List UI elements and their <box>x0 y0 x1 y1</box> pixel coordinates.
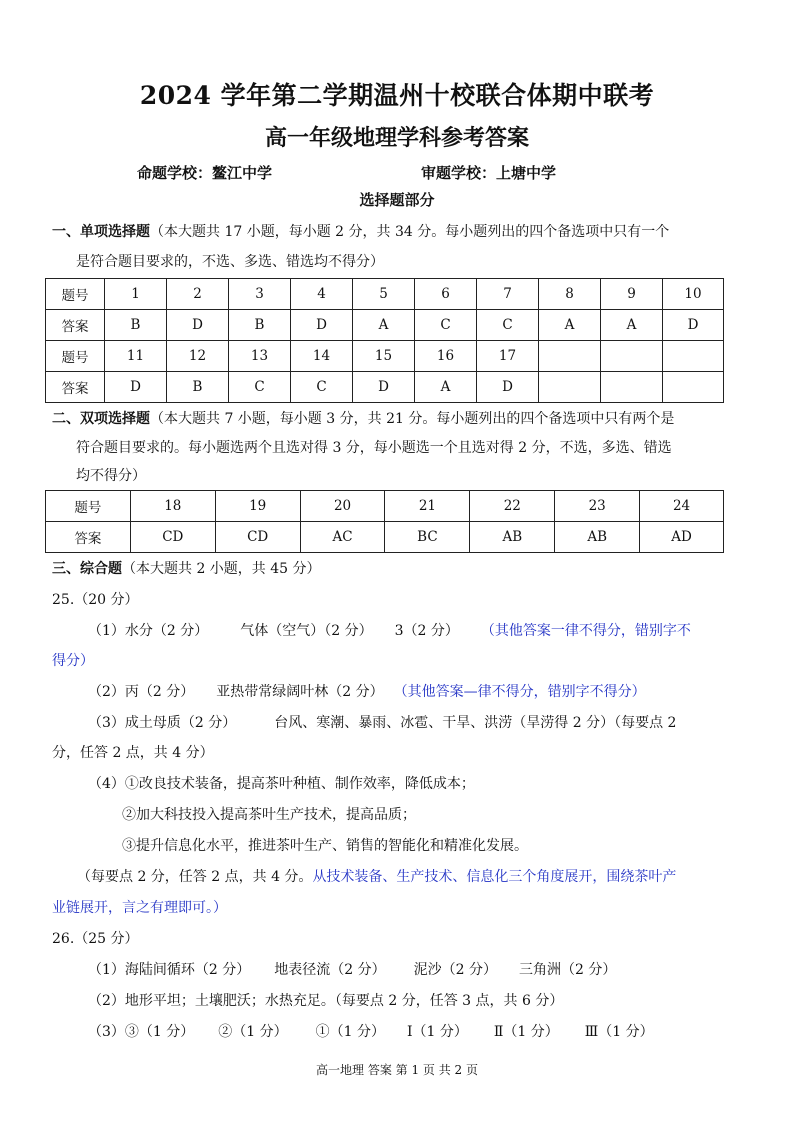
table-cell: 3 <box>229 279 291 310</box>
section1-desc-line1: （本大题共 17 小题，每小题 2 分，共 34 分。每小题列出的四个备选项中只有一个 <box>150 224 670 240</box>
table-cell: D <box>477 372 539 403</box>
q26-p1-d: 三角洲（2 分） <box>518 962 617 978</box>
table-cell: A <box>353 310 415 341</box>
table-cell <box>539 341 601 372</box>
row-header-cell: 题号 <box>46 491 131 522</box>
table-cell: B <box>229 310 291 341</box>
q25-heading: 25.（20 分） <box>52 592 139 608</box>
q26-part3 <box>88 1022 788 1042</box>
q25-p2-note: （其他答案—律不得分，错别字不得分） <box>393 684 646 700</box>
table-cell: 24 <box>640 491 724 522</box>
section1-desc-line2: 是符合题目要求的，不选、多选、错选均不得分） <box>76 254 384 270</box>
q25-part3 <box>88 713 788 733</box>
section2-intro <box>52 409 752 429</box>
table-cell: C <box>477 310 539 341</box>
table-cell: CD <box>215 522 300 553</box>
table-cell: AD <box>640 522 724 553</box>
q25-p4-c: ③提升信息化水平，推进茶叶生产、销售的智能化和精准化发展。 <box>122 838 528 854</box>
table-cell: C <box>415 310 477 341</box>
section2-desc-line3: 均不得分） <box>76 468 146 484</box>
q25-p1-a: （1）水分（2 分） <box>88 623 209 639</box>
table-cell: 4 <box>291 279 353 310</box>
table-cell: 7 <box>477 279 539 310</box>
table-cell <box>601 341 663 372</box>
table-cell: AB <box>555 522 640 553</box>
table-cell: D <box>353 372 415 403</box>
q26-p1-c: 泥沙（2 分） <box>413 962 497 978</box>
table-cell: BC <box>385 522 470 553</box>
setter-school: 命题学校：鳌江中学 <box>137 164 273 182</box>
q26-p3-f: Ⅲ（1 分） <box>584 1024 654 1040</box>
exam-title: 2024 学年第二学期温州十校联合体期中联考 <box>139 81 655 110</box>
table-cell: D <box>105 372 167 403</box>
reviewer-school: 审题学校：上塘中学 <box>421 164 557 182</box>
row-header-cell: 题号 <box>46 279 105 310</box>
q25-p1-note-a: （其他答案一律不得分，错别字不 <box>480 623 691 639</box>
table-cell: 12 <box>167 341 229 372</box>
q25-part2 <box>88 682 788 702</box>
row-header-cell: 答案 <box>46 372 105 403</box>
table-cell: 14 <box>291 341 353 372</box>
row-header-cell: 答案 <box>46 310 105 341</box>
table-cell: C <box>229 372 291 403</box>
q26-p3-e: Ⅱ（1 分） <box>493 1024 559 1040</box>
table-cell: AB <box>470 522 555 553</box>
q26-p1-b: 地表径流（2 分） <box>274 962 386 978</box>
table-cell: 16 <box>415 341 477 372</box>
table-cell: D <box>291 310 353 341</box>
table-cell: A <box>539 310 601 341</box>
q25-p4-note-a: 从技术装备、生产技术、信息化三个角度展开，围绕茶叶产 <box>312 869 677 885</box>
q26-part1 <box>88 960 788 980</box>
q25-p3-b: 台风、寒潮、暴雨、冰雹、干旱、洪涝（旱涝得 2 分）（每要点 2 <box>274 715 677 731</box>
q25-p1-c: 3（2 分） <box>394 623 459 639</box>
q26-p3-b: ②（1 分） <box>218 1024 288 1040</box>
q25-p2-a: （2）丙（2 分） <box>88 684 195 700</box>
section1-heading: 一、单项选择题 <box>52 224 150 240</box>
table-cell: 2 <box>167 279 229 310</box>
section3-desc: （本大题共 2 小题，共 45 分） <box>122 561 321 577</box>
table-cell: 19 <box>215 491 300 522</box>
q25-p4-b: ②加大科技投入提高茶叶生产技术，提高品质； <box>122 807 416 823</box>
section3-heading: 三、综合题 <box>52 561 122 577</box>
row-header-cell: 题号 <box>46 341 105 372</box>
table-cell: 20 <box>300 491 385 522</box>
table-cell: 5 <box>353 279 415 310</box>
table-cell: 11 <box>105 341 167 372</box>
answer-table-row <box>46 372 724 403</box>
q25-p2-b: 亚热带常绿阔叶林（2 分） <box>216 684 384 700</box>
table-cell: B <box>105 310 167 341</box>
answer-table-row <box>46 491 724 522</box>
q25-p1-note-b: 得分） <box>52 653 94 669</box>
page-footer: 高一地理 答案 第 1 页 共 2 页 <box>316 1063 478 1077</box>
table-cell: 13 <box>229 341 291 372</box>
table-cell: A <box>601 310 663 341</box>
table-cell: 18 <box>130 491 215 522</box>
table-cell <box>663 372 724 403</box>
q25-p4-a: （4）①改良技术装备，提高茶叶种植、制作效率，降低成本； <box>88 776 475 792</box>
table-cell <box>663 341 724 372</box>
q25-p4-score: （每要点 2 分，任答 2 点，共 4 分。 <box>77 869 313 885</box>
answer-key-subtitle: 高一年级地理学科参考答案 <box>264 125 529 151</box>
section2-desc-line2: 符合题目要求的。每小题选两个且选对得 3 分，每小题选一个且选对得 2 分，不选，多选、错选 <box>76 440 672 456</box>
part-title: 选择题部分 <box>359 191 435 209</box>
q25-p4-note-b: 业链展开，言之有理即可。） <box>52 900 227 916</box>
answer-table-row <box>46 341 724 372</box>
table-cell: B <box>167 372 229 403</box>
q25-p4-scoring <box>77 867 777 887</box>
table-cell: 9 <box>601 279 663 310</box>
table-cell: C <box>291 372 353 403</box>
section3-intro <box>52 559 752 579</box>
q25-p3-c: 分，任答 2 点，共 4 分） <box>52 745 214 761</box>
table-cell: 23 <box>555 491 640 522</box>
table-cell: AC <box>300 522 385 553</box>
q25-p1-b: 气体（空气）（2 分） <box>240 623 373 639</box>
section2-heading: 二、双项选择题 <box>52 411 150 427</box>
table-cell: CD <box>130 522 215 553</box>
table-cell: 1 <box>105 279 167 310</box>
answer-table-row <box>46 522 724 553</box>
table-cell: 8 <box>539 279 601 310</box>
table-cell: 22 <box>470 491 555 522</box>
table-cell: 6 <box>415 279 477 310</box>
table-cell: A <box>415 372 477 403</box>
q26-heading: 26.（25 分） <box>52 931 139 947</box>
section2-desc-line1: （本大题共 7 小题，每小题 3 分，共 21 分。每小题列出的四个备选项中只有两个是 <box>150 411 675 427</box>
table-cell: 17 <box>477 341 539 372</box>
table-cell: 15 <box>353 341 415 372</box>
section1-intro <box>52 222 752 242</box>
q25-part1 <box>88 621 788 641</box>
answer-table-row <box>46 279 724 310</box>
table-cell <box>601 372 663 403</box>
single-choice-answer-table <box>45 278 724 403</box>
table-cell: D <box>167 310 229 341</box>
q26-p3-c: ①（1 分） <box>315 1024 385 1040</box>
table-cell: 10 <box>663 279 724 310</box>
double-choice-answer-table <box>45 490 724 553</box>
q25-p3-a: （3）成土母质（2 分） <box>88 715 237 731</box>
table-cell: D <box>663 310 724 341</box>
row-header-cell: 答案 <box>46 522 131 553</box>
table-cell: 21 <box>385 491 470 522</box>
table-cell <box>539 372 601 403</box>
q26-p1-a: （1）海陆间循环（2 分） <box>88 962 251 978</box>
q26-p3-d: Ⅰ（1 分） <box>406 1024 468 1040</box>
answer-table-row <box>46 310 724 341</box>
q26-part2: （2）地形平坦；土壤肥沃；水热充足。（每要点 2 分，任答 3 点，共 6 分） <box>88 993 564 1009</box>
q26-p3-a: （3）③（1 分） <box>88 1024 195 1040</box>
